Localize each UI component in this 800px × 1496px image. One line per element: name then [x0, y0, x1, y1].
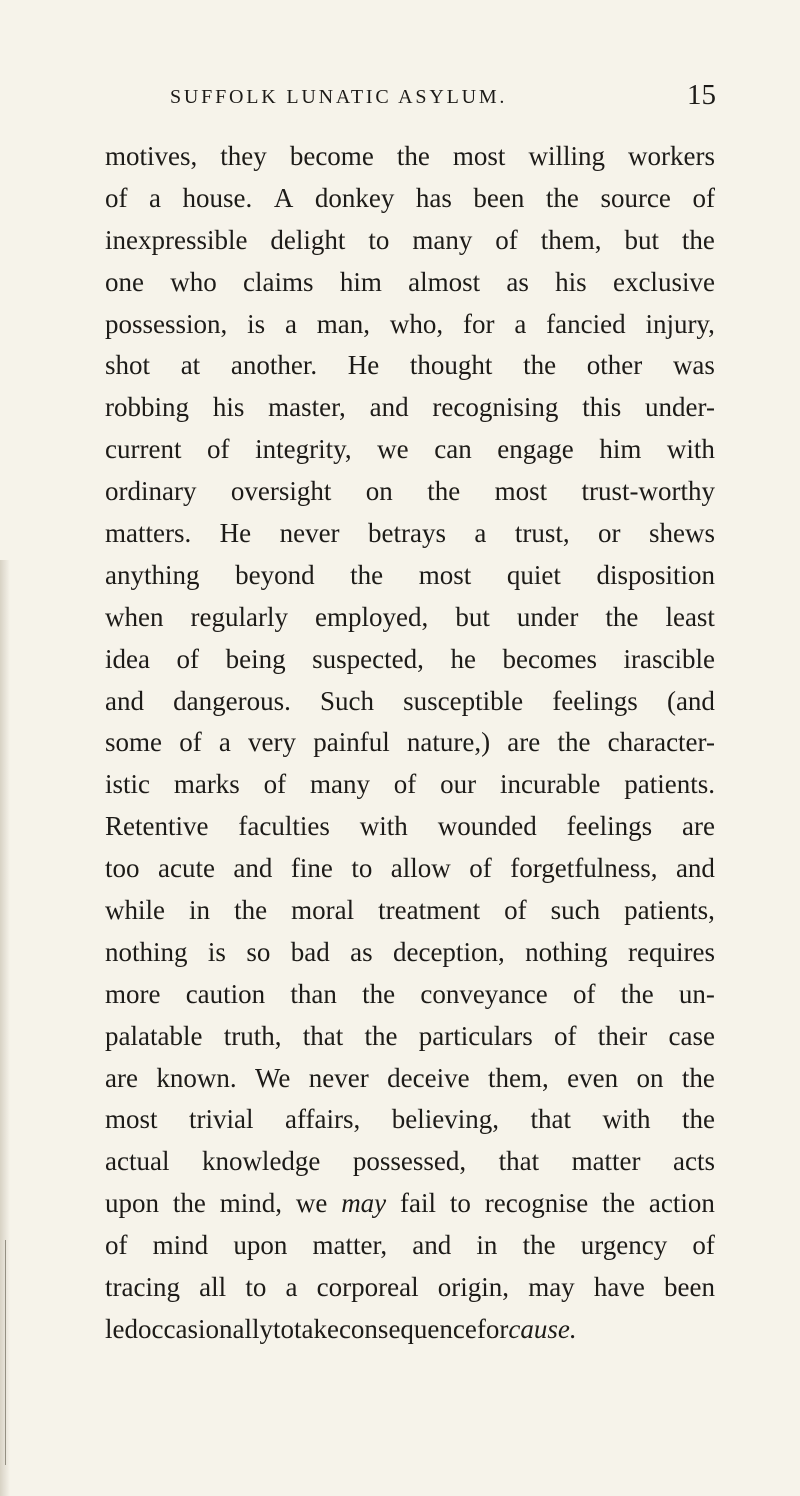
- text-line: [105, 1183, 715, 1225]
- word: the: [602, 1188, 636, 1219]
- word: a: [514, 308, 527, 339]
- text-line: [105, 974, 715, 1016]
- word: too: [105, 853, 140, 884]
- word: under: [516, 601, 579, 632]
- word: shews: [648, 518, 715, 549]
- word: istic: [105, 769, 150, 800]
- word: on: [365, 476, 393, 507]
- word: of: [469, 853, 492, 884]
- page-number: 15: [687, 79, 716, 111]
- word: feelings: [552, 685, 638, 716]
- word: of: [692, 182, 715, 213]
- word: the: [557, 727, 591, 758]
- word: feelings: [566, 811, 653, 842]
- word: matter: [571, 1146, 641, 1177]
- text-line: [105, 555, 715, 597]
- word: suspected,: [312, 643, 424, 674]
- word: more: [105, 978, 161, 1009]
- word: willing: [528, 141, 605, 171]
- word: but: [624, 224, 659, 255]
- text-line: [105, 136, 715, 178]
- word: particulars: [418, 1020, 533, 1051]
- word: most: [494, 476, 548, 507]
- word: the: [620, 978, 654, 1009]
- text-line: [105, 178, 715, 220]
- word: (and: [666, 685, 715, 716]
- word: acts: [673, 1146, 715, 1177]
- word: inexpressible: [105, 224, 248, 255]
- word: becomes: [502, 643, 597, 674]
- word: most: [452, 141, 506, 171]
- word: matter,: [312, 1230, 388, 1261]
- word: that: [498, 1146, 540, 1177]
- word: un-: [678, 978, 715, 1009]
- word: character-: [607, 727, 715, 758]
- text-line: [105, 1141, 715, 1183]
- word: trivial: [189, 1104, 254, 1135]
- word: deceive: [387, 1062, 470, 1093]
- word: nothing: [105, 936, 188, 967]
- word: the: [523, 350, 557, 381]
- word: idea: [105, 643, 150, 674]
- word: his: [555, 266, 587, 297]
- word: very: [248, 727, 297, 758]
- word: motives,: [105, 141, 198, 171]
- word: allow: [390, 853, 451, 884]
- word: recognise: [484, 1188, 589, 1219]
- word: painful: [313, 727, 390, 758]
- word: him: [339, 266, 382, 297]
- word: their: [597, 1020, 648, 1051]
- text-line: [105, 806, 715, 848]
- text-line: [105, 304, 715, 346]
- word: all: [199, 1272, 227, 1303]
- text-line: [105, 681, 715, 723]
- word: master,: [268, 392, 346, 423]
- word: acute: [157, 853, 215, 884]
- word: in: [476, 1230, 498, 1261]
- word: irascible: [623, 643, 715, 674]
- word: while: [105, 895, 165, 926]
- word: to: [272, 1313, 294, 1344]
- word: a: [474, 518, 487, 549]
- page-header: [170, 78, 716, 118]
- word: requires: [628, 936, 715, 967]
- word: He: [347, 350, 380, 381]
- word: urgency: [580, 1230, 668, 1261]
- word: been: [473, 182, 525, 213]
- gutter-line: [5, 1240, 6, 1465]
- text-line: [105, 1058, 715, 1100]
- word: take: [293, 1313, 339, 1344]
- word: integrity,: [255, 434, 352, 465]
- word: upon: [233, 1230, 288, 1261]
- word: has: [415, 182, 452, 213]
- word: of: [393, 769, 417, 800]
- word: of: [263, 769, 287, 800]
- text-line: [105, 1267, 715, 1309]
- word: conveyance: [420, 978, 548, 1009]
- word: faculties: [238, 811, 330, 842]
- word: led: [105, 1313, 138, 1344]
- text-line: [105, 639, 715, 681]
- word: are: [105, 1062, 138, 1093]
- word: deception,: [392, 936, 505, 967]
- word: another.: [230, 350, 318, 381]
- word: being: [225, 643, 286, 674]
- text-line: [105, 722, 715, 764]
- text-line: [105, 513, 715, 555]
- word: never: [308, 1062, 369, 1093]
- text-line: [105, 764, 715, 806]
- word: the: [681, 224, 715, 255]
- word: a: [284, 308, 297, 339]
- word: for: [476, 1313, 509, 1344]
- word: such: [550, 895, 601, 926]
- word: consequence: [338, 1313, 477, 1344]
- word: possession,: [105, 308, 228, 339]
- word: exclusive: [612, 266, 715, 297]
- word: are: [682, 811, 715, 842]
- word: and: [412, 1230, 452, 1261]
- word: at: [180, 350, 201, 381]
- word: origin,: [437, 1272, 510, 1303]
- body-text: [105, 136, 715, 1351]
- word: who: [170, 266, 217, 297]
- word: corporeal: [316, 1272, 419, 1303]
- word: can: [434, 434, 472, 465]
- word: mind,: [219, 1188, 282, 1219]
- word: or: [598, 518, 621, 549]
- word: ordinary: [105, 476, 197, 507]
- word: regularly: [190, 601, 288, 632]
- word: we: [295, 1188, 328, 1219]
- word: known.: [156, 1062, 237, 1093]
- word: quiet: [506, 559, 561, 590]
- word: so: [246, 936, 271, 967]
- word: become: [289, 141, 374, 171]
- text-line: [105, 262, 715, 304]
- word: incurable: [499, 769, 601, 800]
- word: as: [506, 266, 529, 297]
- text-line: [105, 848, 715, 890]
- word: other: [586, 350, 643, 381]
- text-line: [105, 220, 715, 262]
- word: as: [350, 936, 373, 967]
- word: one: [105, 266, 144, 297]
- word: in: [189, 895, 211, 926]
- text-line: [105, 597, 715, 639]
- word: dangerous.: [173, 685, 291, 716]
- word: least: [665, 601, 715, 632]
- text-line: [105, 890, 715, 932]
- word: they: [220, 141, 267, 171]
- word: source: [600, 182, 671, 213]
- word: some: [105, 727, 162, 758]
- word: many: [412, 224, 473, 255]
- text-line: [105, 387, 715, 429]
- word: is: [247, 308, 266, 339]
- text-line: [105, 345, 715, 387]
- word: them,: [487, 1062, 549, 1093]
- word: possessed,: [352, 1146, 467, 1177]
- word: never: [279, 518, 340, 549]
- word: house.: [182, 182, 253, 213]
- word: wounded: [437, 811, 537, 842]
- word: the: [545, 182, 579, 213]
- word: than: [290, 978, 337, 1009]
- word: who,: [389, 308, 444, 339]
- text-line: [105, 1099, 715, 1141]
- word: anything: [105, 559, 200, 590]
- word: the: [681, 1104, 715, 1135]
- word: He: [219, 518, 252, 549]
- text-line: [105, 1016, 715, 1058]
- word: mind: [152, 1230, 209, 1261]
- word: with: [666, 434, 715, 465]
- word: trust-worthy: [581, 476, 715, 507]
- word: and: [233, 853, 273, 884]
- word: tracing: [105, 1272, 180, 1303]
- word: almost: [408, 266, 481, 297]
- word: forgetfulness,: [510, 853, 658, 884]
- word: Retentive: [105, 811, 209, 842]
- text-line: [105, 1225, 715, 1267]
- word: robbing: [105, 392, 189, 423]
- word: believing,: [391, 1104, 499, 1135]
- word: and: [369, 392, 409, 423]
- word: them,: [540, 224, 602, 255]
- word: that: [530, 1104, 571, 1135]
- running-title: SUFFOLK LUNATIC ASYLUM.: [170, 86, 508, 108]
- word: of: [692, 1230, 715, 1261]
- word: engage: [497, 434, 574, 465]
- word: marks: [173, 769, 240, 800]
- word: this: [582, 392, 622, 423]
- word: our: [440, 769, 477, 800]
- word: case: [668, 1020, 715, 1051]
- word: trust,: [514, 518, 570, 549]
- word: recognising: [432, 392, 559, 423]
- word: patients.: [624, 769, 715, 800]
- word: to: [245, 1272, 267, 1303]
- word: nothing: [525, 936, 608, 967]
- word: may: [341, 1188, 387, 1219]
- word: the: [234, 895, 268, 926]
- word: caution: [185, 978, 266, 1009]
- word: the: [396, 141, 430, 171]
- word: the: [362, 978, 396, 1009]
- word: occasionally: [138, 1313, 273, 1344]
- word: a: [285, 1272, 298, 1303]
- word: of: [504, 895, 527, 926]
- word: the: [427, 476, 461, 507]
- word: injury,: [645, 308, 715, 339]
- word: on: [636, 1062, 664, 1093]
- word: of: [553, 1020, 577, 1051]
- word: the: [605, 601, 639, 632]
- word: even: [567, 1062, 619, 1093]
- word: A: [273, 182, 294, 213]
- word: fail: [400, 1188, 437, 1219]
- word: most: [105, 1104, 158, 1135]
- word: when: [105, 601, 164, 632]
- word: a: [149, 182, 162, 213]
- word: bad: [290, 936, 330, 967]
- text-line: [105, 471, 715, 513]
- word: betrays: [368, 518, 446, 549]
- word: he: [450, 643, 476, 674]
- word: to: [449, 1188, 471, 1219]
- word: and: [675, 853, 715, 884]
- word: the: [522, 1230, 556, 1261]
- word: of: [572, 978, 596, 1009]
- word: many: [309, 769, 370, 800]
- word: cause.: [508, 1313, 577, 1344]
- word: of: [207, 434, 230, 465]
- word: fine: [290, 853, 333, 884]
- word: the: [350, 559, 384, 590]
- word: oversight: [230, 476, 332, 507]
- word: We: [255, 1062, 291, 1093]
- word: truth,: [223, 1020, 282, 1051]
- word: moral: [291, 895, 355, 926]
- word: is: [207, 936, 226, 967]
- word: disposition: [596, 559, 715, 590]
- word: employed,: [315, 601, 429, 632]
- word: his: [212, 392, 245, 423]
- word: fancied: [546, 308, 626, 339]
- word: thought: [409, 350, 493, 381]
- word: donkey: [314, 182, 395, 213]
- word: of: [105, 1230, 128, 1261]
- text-line: [105, 1309, 715, 1351]
- word: the: [172, 1188, 206, 1219]
- word: him: [599, 434, 642, 465]
- word: a: [218, 727, 231, 758]
- word: for: [462, 308, 495, 339]
- word: patients,: [624, 895, 715, 926]
- word: was: [672, 350, 715, 381]
- word: Such: [320, 685, 375, 716]
- word: knowledge: [201, 1146, 321, 1177]
- word: of: [105, 182, 128, 213]
- word: may: [528, 1272, 575, 1303]
- word: of: [176, 643, 200, 674]
- word: actual: [105, 1146, 170, 1177]
- word: of: [495, 224, 518, 255]
- word: current: [105, 434, 182, 465]
- word: matters.: [105, 518, 192, 549]
- word: treatment: [378, 895, 481, 926]
- word: and: [105, 685, 144, 716]
- word: but: [455, 601, 490, 632]
- word: claims: [243, 266, 314, 297]
- word: with: [602, 1104, 651, 1135]
- text-line: [105, 429, 715, 471]
- word: susceptible: [403, 685, 524, 716]
- word: been: [664, 1272, 715, 1303]
- word: have: [593, 1272, 645, 1303]
- word: man,: [316, 308, 371, 339]
- word: action: [648, 1188, 715, 1219]
- word: of: [179, 727, 202, 758]
- word: workers: [628, 141, 715, 171]
- word: we: [377, 434, 409, 465]
- word: nature,): [406, 727, 491, 758]
- word: that: [302, 1020, 344, 1051]
- word: palatable: [105, 1020, 203, 1051]
- word: the: [364, 1020, 398, 1051]
- word: upon: [105, 1188, 159, 1219]
- word: with: [359, 811, 408, 842]
- word: under-: [645, 392, 715, 423]
- text-line: [105, 932, 715, 974]
- word: are: [507, 727, 541, 758]
- word: affairs,: [285, 1104, 361, 1135]
- word: beyond: [235, 559, 315, 590]
- word: most: [418, 559, 472, 590]
- word: shot: [105, 350, 151, 381]
- word: the: [681, 1062, 715, 1093]
- word: to: [351, 853, 373, 884]
- word: delight: [270, 224, 346, 255]
- word: to: [368, 224, 390, 255]
